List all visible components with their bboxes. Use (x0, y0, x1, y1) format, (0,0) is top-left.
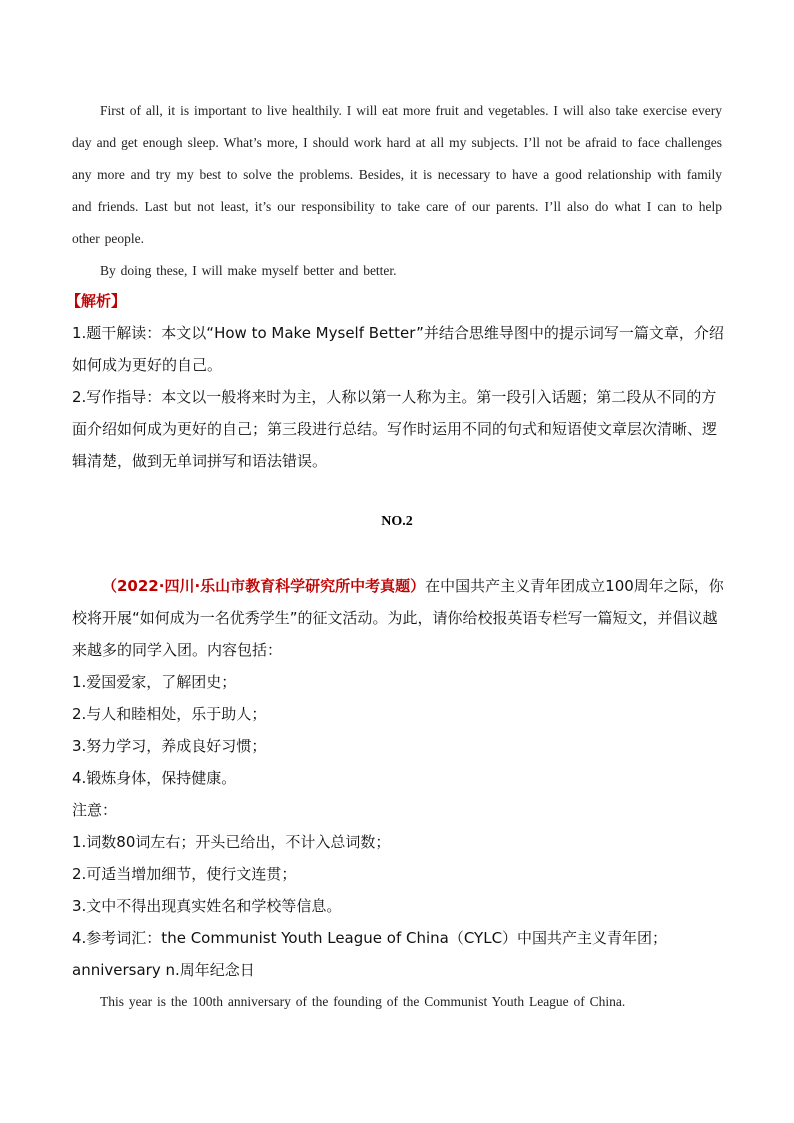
essay-paragraph-1: First of all, it is important to live healthily. I will eat more fruit and vegetables. I will also take exercise every day and get enough sleep. What’s more, I should work hard at all my subjects. I’ll not be afraid to face challenges any more and try my best to solve the problems. Besides, it is necessary to have a good relationship with family and friends. Last but not least, it’s our responsibility to take care of our parents. I’ll also do what I can to help other people. (72, 103, 722, 246)
question-intro-paragraph (72, 570, 724, 666)
content-item-1: 1.爱国爱家，了解团史； (72, 673, 237, 691)
note-item-1: 1.词数80词左右；开头已给出，不计入总词数； (72, 833, 391, 851)
analysis-section (66, 285, 724, 477)
note-item-2: 2.可适当增加细节，使行文连贯； (72, 865, 297, 883)
notes-heading: 注意： (72, 801, 118, 819)
essay-body (72, 95, 722, 287)
essay-opening (72, 986, 722, 1018)
question-section (72, 570, 724, 986)
question-source: （2022·四川·乐山市教育科学研究所中考真题） (102, 577, 426, 595)
section-title: NO.2 (381, 514, 413, 529)
essay-paragraph-2: By doing these, I will make myself better and better. (100, 263, 397, 278)
note-item-4: 4.参考词汇：the Communist Youth League of China（CYLC）中国共产主义青年团；anniversary n.周年纪念日 (72, 929, 668, 979)
note-item-3: 3.文中不得出现真实姓名和学校等信息。 (72, 897, 342, 915)
analysis-heading: 【解析】 (66, 292, 127, 310)
essay-opening-line: This year is the 100th anniversary of the founding of the Communist Youth League of China. (100, 994, 626, 1009)
content-item-4: 4.锻炼身体，保持健康。 (72, 769, 237, 787)
content-item-3: 3.努力学习，养成良好习惯； (72, 737, 267, 755)
analysis-item-1: 1.题干解读：本文以“How to Make Myself Better”并结合思维导图中的提示词写一篇文章，介绍如何成为更好的自己。 (72, 324, 724, 374)
content-item-2: 2.与人和睦相处，乐于助人； (72, 705, 267, 723)
analysis-item-2: 2.写作指导：本文以一般将来时为主，人称以第一人称为主。第一段引入话题；第二段从不同的方面介绍如何成为更好的自己；第三段进行总结。写作时运用不同的句式和短语使文章层次清晰、逻辑清楚，做到无单词拼写和语法错误。 (72, 388, 718, 470)
question-intro: 在中国共产主义青年团成立100周年之际，你校将开展“如何成为一名优秀学生”的征文活动。为此，请你给校报英语专栏写一篇短文，并倡议越来越多的同学入团。内容包括： (72, 577, 724, 659)
